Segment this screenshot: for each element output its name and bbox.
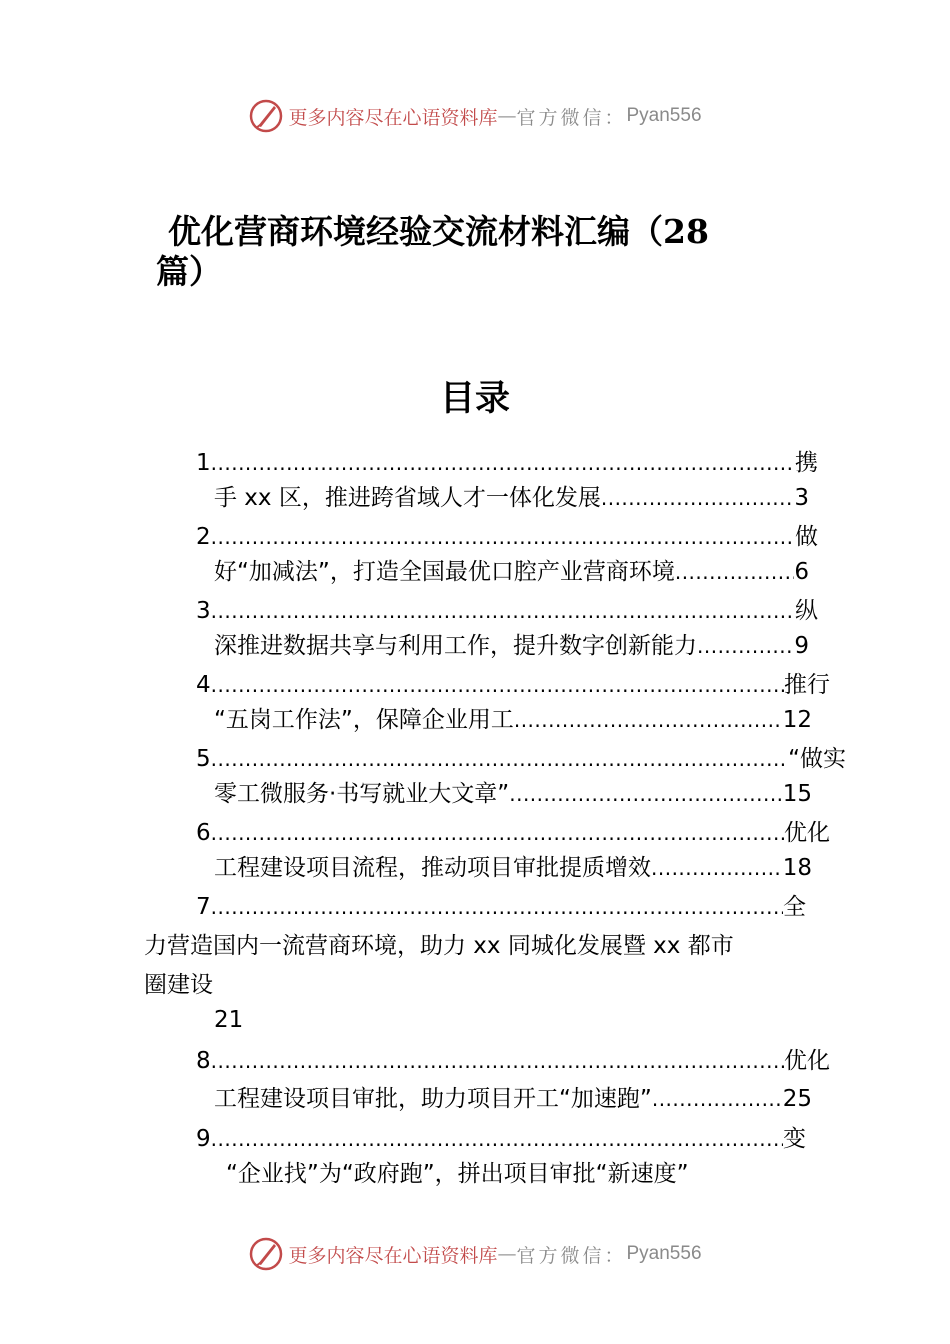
- toc-entry-number: 7: [196, 894, 211, 920]
- watermark-dash: —: [497, 105, 517, 127]
- toc-entry-1-second-line[interactable]: [214, 481, 809, 515]
- toc-entry-title: 零工微服务·书写就业大文章”: [214, 781, 510, 807]
- toc-entry-4-second-line[interactable]: [214, 703, 812, 737]
- toc-entry-title-cont: 圈建设: [144, 972, 213, 998]
- watermark-official-label: 官方微信：: [516, 1244, 627, 1267]
- toc-entry-7-page-line[interactable]: [214, 1003, 314, 1037]
- dot-leader: [211, 668, 784, 702]
- toc-entry-8-second-line[interactable]: [214, 1082, 812, 1116]
- watermark-official-label: 官方微信：: [516, 106, 627, 129]
- toc-entry-number: 4: [196, 672, 211, 698]
- toc-entry-page: 21: [214, 1007, 244, 1033]
- dot-leader: [651, 851, 783, 885]
- watermark-handle: Pyan556: [626, 105, 702, 126]
- toc-entry-page: 15: [782, 781, 812, 807]
- watermark-handle: Pyan556: [626, 1243, 702, 1264]
- toc-entry-head: 全: [783, 894, 806, 920]
- toc-entry-number: 5: [196, 746, 211, 772]
- toc-entry-title: 工程建设项目审批，助力项目开工“加速跑”: [214, 1086, 652, 1112]
- dot-leader: [697, 629, 794, 663]
- dot-leader: [211, 1122, 783, 1156]
- dot-leader: [211, 520, 795, 554]
- toc-entry-head: “做实: [788, 746, 846, 772]
- watermark-main-text: 更多内容尽在心语资料库: [288, 106, 498, 129]
- toc-entry-8-first-line[interactable]: [196, 1044, 830, 1078]
- toc-entry-head: 优化: [784, 820, 830, 846]
- toc-heading: 目录: [439, 378, 510, 419]
- toc-entry-title: “五岗工作法”，保障企业用工: [214, 707, 514, 733]
- toc-entry-number: 9: [196, 1126, 211, 1152]
- watermark-main-text: 更多内容尽在心语资料库: [288, 1244, 498, 1267]
- toc-entry-3-second-line[interactable]: [214, 629, 809, 663]
- toc-entry-7-first-line[interactable]: [196, 890, 806, 924]
- toc-entry-1-first-line[interactable]: [196, 446, 818, 480]
- toc-entry-2-first-line[interactable]: [196, 520, 818, 554]
- dot-leader: [601, 481, 795, 515]
- dot-leader: [211, 742, 788, 776]
- toc-entry-4-first-line[interactable]: [196, 668, 830, 702]
- toc-entry-number: 2: [196, 524, 211, 550]
- toc-entry-number: 8: [196, 1048, 211, 1074]
- toc-entry-number: 3: [196, 598, 211, 624]
- dot-leader: [211, 890, 783, 924]
- toc-entry-head: 推行: [784, 672, 830, 698]
- dot-leader: [211, 1044, 784, 1078]
- dot-leader: [514, 703, 783, 737]
- quill-logo-icon: [248, 1236, 284, 1272]
- toc-entry-2-second-line[interactable]: [214, 555, 809, 589]
- dot-leader: [211, 816, 784, 850]
- dot-leader: [652, 1082, 783, 1116]
- toc-entry-page: 12: [782, 707, 812, 733]
- toc-entry-5-second-line[interactable]: [214, 777, 812, 811]
- watermark-dash: —: [497, 1243, 517, 1265]
- toc-entry-title: 手 xx 区，推进跨省域人才一体化发展: [214, 485, 601, 511]
- header-watermark: [0, 94, 950, 138]
- toc-entry-head: 纵: [795, 598, 818, 624]
- toc-entry-7-second-line[interactable]: [144, 929, 824, 963]
- toc-entry-head: 携: [795, 450, 818, 476]
- toc-entry-title: 力营造国内一流营商环境，助力 xx 同城化发展暨 xx 都市: [144, 933, 734, 959]
- toc-entry-title: 好“加减法”，打造全国最优口腔产业营商环境: [214, 559, 675, 585]
- quill-logo-icon: [248, 98, 284, 134]
- toc-entry-title: “企业找”为“政府跑”，拼出项目审批“新速度”: [226, 1161, 689, 1187]
- toc-entry-head: 变: [783, 1126, 806, 1152]
- toc-entry-head: 优化: [784, 1048, 830, 1074]
- toc-entry-number: 6: [196, 820, 211, 846]
- toc-entry-9-second-line[interactable]: [226, 1157, 806, 1191]
- toc-entry-title: 工程建设项目流程，推动项目审批提质增效: [214, 855, 651, 881]
- toc-entry-page: 9: [794, 633, 809, 659]
- toc-entry-page: 3: [794, 485, 809, 511]
- dot-leader: [675, 555, 795, 589]
- toc-entry-title: 深推进数据共享与利用工作，提升数字创新能力: [214, 633, 697, 659]
- toc-entry-number: 1: [196, 450, 211, 476]
- dot-leader: [211, 594, 795, 628]
- toc-entry-page: 18: [782, 855, 812, 881]
- dot-leader: [211, 446, 795, 480]
- toc-entry-7-third-line[interactable]: [144, 968, 444, 1002]
- dot-leader: [509, 777, 782, 811]
- toc-entry-head: 做: [795, 524, 818, 550]
- toc-entry-3-first-line[interactable]: [196, 594, 818, 628]
- toc-entry-page: 6: [794, 559, 809, 585]
- toc-entry-6-second-line[interactable]: [214, 851, 812, 885]
- toc-entry-9-first-line[interactable]: [196, 1122, 806, 1156]
- toc-entry-page: 25: [782, 1086, 812, 1112]
- document-title: 优化营商环境经验交流材料汇编（28篇）: [156, 212, 709, 291]
- toc-entry-5-first-line[interactable]: [196, 742, 846, 776]
- toc-entry-6-first-line[interactable]: [196, 816, 830, 850]
- footer-watermark: [0, 1232, 950, 1276]
